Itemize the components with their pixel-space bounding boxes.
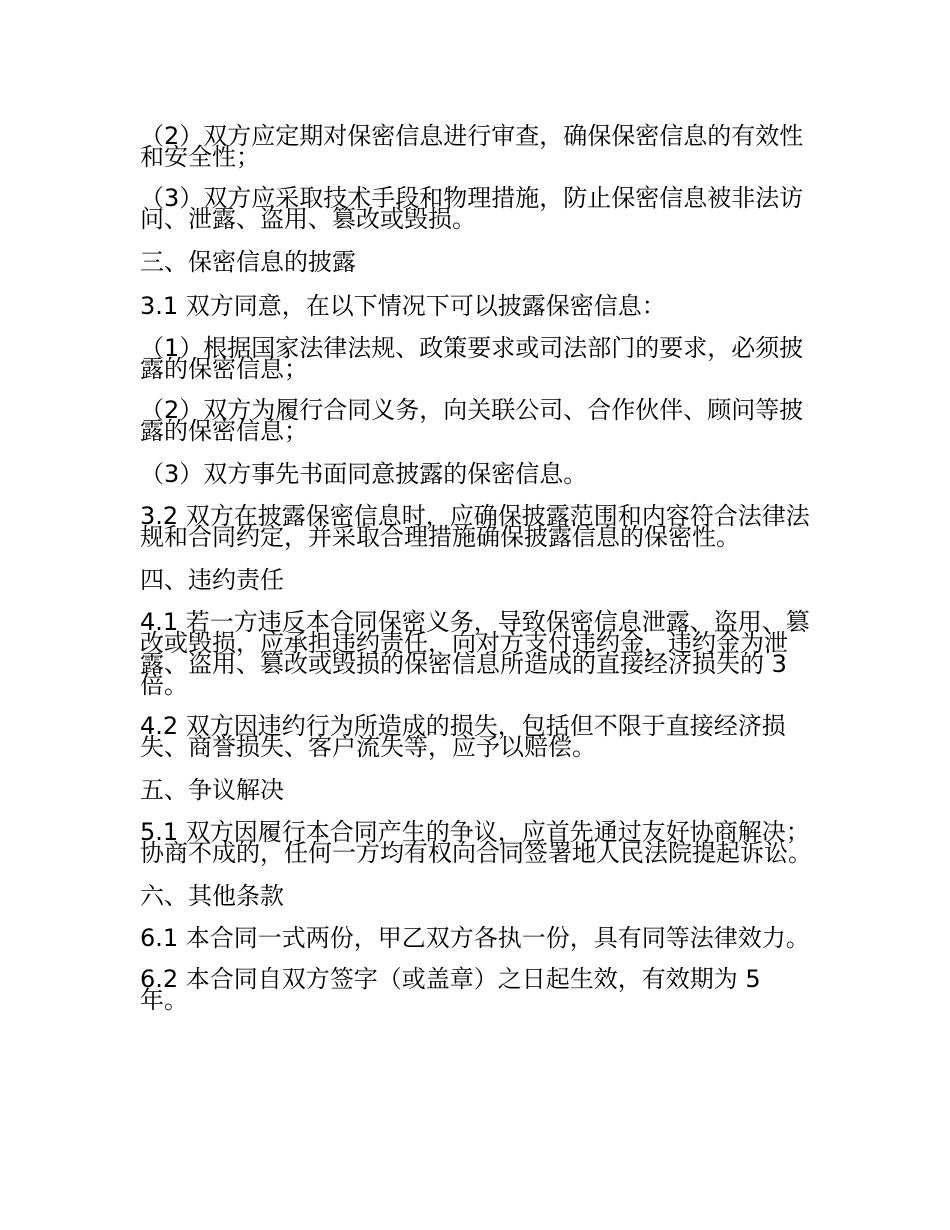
clause-3-1: 3.1 双方同意，在以下情况下可以披露保密信息： (140, 292, 666, 320)
clause-3-1-item-2: （2）双方为履行合同义务，向关联公司、合作伙伴、顾问等披露的保密信息； (140, 396, 804, 445)
clause-3-1-item-3: （3）双方事先书面同意披露的保密信息。 (140, 460, 588, 488)
clause-2-3: （3）双方应采取技术手段和物理措施，防止保密信息被非法访问、泄露、盗用、篡改或毁损。 (140, 184, 804, 233)
clause-5-1: 5.1 双方因履行本合同产生的争议，应首先通过友好协商解决；协商不成的，任何一方均有权向合同签署地人民法院提起诉讼。 (140, 818, 812, 867)
section-heading-other: 六、其他条款 (140, 882, 284, 910)
section-heading-liability: 四、违约责任 (140, 566, 284, 594)
clause-6-1: 6.1 本合同一式两份，甲乙双方各执一份，具有同等法律效力。 (140, 924, 810, 952)
document-body (140, 122, 812, 1031)
clause-4-1: 4.1 若一方违反本合同保密义务，导致保密信息泄露、盗用、篡改或毁损，应承担违约责任，向对方支付违约金，违约金为泄露、盗用、篡改或毁损的保密信息所造成的直接经济损失的 3 倍。 (140, 608, 810, 699)
clause-3-1-item-1: （1）根据国家法律法规、政策要求或司法部门的要求，必须披露的保密信息； (140, 334, 804, 383)
section-heading-dispute: 五、争议解决 (140, 776, 284, 804)
section-heading-disclosure: 三、保密信息的披露 (140, 248, 356, 276)
clause-6-2: 6.2 本合同自双方签字（或盖章）之日起生效，有效期为 5 年。 (140, 965, 761, 1014)
clause-3-2: 3.2 双方在披露保密信息时，应确保披露范围和内容符合法律法规和合同约定，并采取合理措施确保披露信息的保密性。 (140, 502, 810, 551)
clause-4-2: 4.2 双方因违约行为所造成的损失，包括但不限于直接经济损失、商誉损失、客户流失等，应予以赔偿。 (140, 712, 786, 761)
clause-2-2: （2）双方应定期对保密信息进行审查，确保保密信息的有效性和安全性； (140, 122, 804, 171)
